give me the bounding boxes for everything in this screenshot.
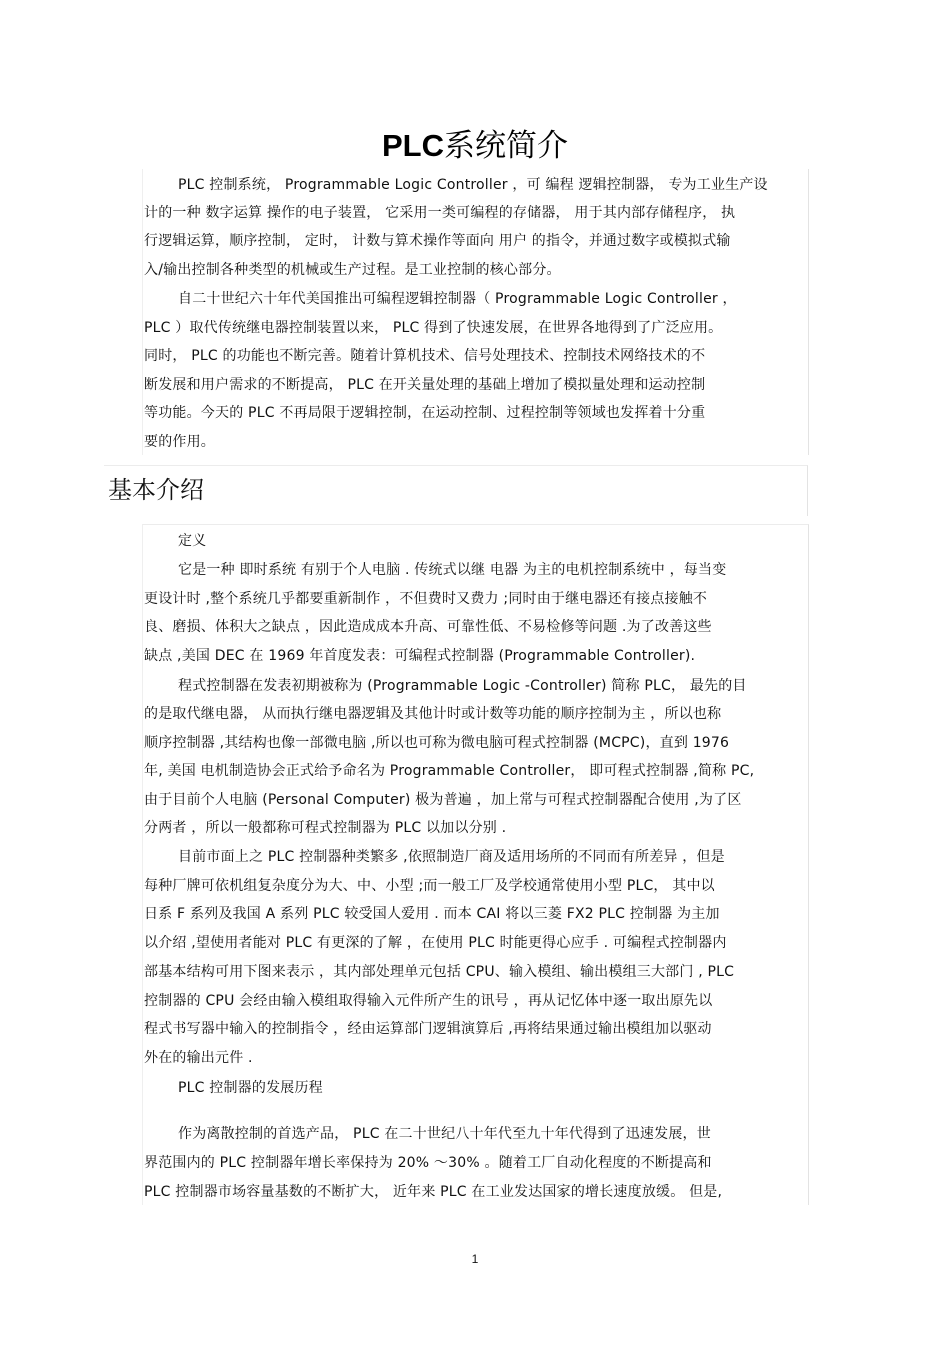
intro-line: 断发展和用户需求的不断提高， PLC 在开关量处理的基础上增加了模拟量处理和运动控制: [144, 377, 706, 393]
intro-line: 计的一种 数字运算 操作的电子装置， 它采用一类可编程的存储器， 用于其内部存储程序， 执: [144, 205, 736, 221]
body-line: 由于目前个人电脑 (Personal Computer) 极为普遍 ，加上常与可程式控制器配合使用 ,为了区: [144, 792, 742, 808]
body-line: 目前市面上之 PLC 控制器种类繁多 ,依照制造厂商及适用场所的不同而有所差异 ，但是: [178, 849, 725, 865]
body-line: 顺序控制器 ,其结构也像一部微电脑 ,所以也可称为微电脑可程式控制器 (MCPC)，直到 1976: [144, 735, 730, 751]
page-number: 1: [471, 1252, 479, 1266]
body-line: 缺点 ,美国 DEC 在 1969 年首度发表：可编程式控制器 (Programmable Controller).: [144, 648, 696, 664]
body-line: 日系 F 系列及我国 A 系列 PLC 较受国人爱用 . 而本 CAI 将以三菱 FX2 PLC 控制器 为主加: [144, 906, 720, 922]
body-line: 外在的输出元件 .: [144, 1050, 253, 1066]
body-line: 它是一种 即时系统 有别于个人电脑 . 传统式以继 电器 为主的电机控制系统中 ，每当变: [178, 562, 727, 578]
page-title: [0, 126, 950, 166]
intro-line: 行逻辑运算，顺序控制， 定时， 计数与算术操作等面向 用户 的指令，并通过数字或模拟式输: [144, 233, 731, 249]
body-line: 程式书写器中输入的控制指令 ，经由运算部门逻辑演算后 ,再将结果通过输出模组加以驱动: [144, 1021, 712, 1037]
body-line: 作为离散控制的首选产品， PLC 在二十世纪八十年代至九十年代得到了迅速发展，世: [178, 1126, 711, 1142]
body-line: 每种厂牌可依机组复杂度分为大、中、小型 ;而一般工厂及学校通常使用小型 PLC， 其中以: [144, 878, 715, 894]
body-line: 界范围内的 PLC 控制器年增长率保持为 20% ～30% 。随着工厂自动化程度的不断提高和: [144, 1155, 712, 1171]
body-line: 分两者 ，所以一般都称可程式控制器为 PLC 以加以分别 .: [144, 820, 507, 836]
body-line: 以介绍 ,望使用者能对 PLC 有更深的了解 ，在使用 PLC 时能更得心应手 . 可编程式控制器内: [144, 935, 727, 951]
body-line: 的是取代继电器， 从而执行继电器逻辑及其他计时或计数等功能的顺序控制为主 ，所以也称: [144, 706, 722, 722]
intro-line: 入/输出控制各种类型的机械或生产过程。是工业控制的核心部分。: [144, 262, 561, 278]
body-line: 部基本结构可用下图来表示 ，其内部处理单元包括 CPU、输入模组、输出模组三大部门 , PLC: [144, 964, 735, 980]
body-line: 定义: [178, 533, 207, 549]
intro-line: PLC ）取代传统继电器控制装置以来， PLC 得到了快速发展，在世界各地得到了广泛应用。: [144, 320, 723, 336]
body-line: PLC 控制器市场容量基数的不断扩大， 近年来 PLC 在工业发达国家的增长速度放缓。 但是,: [144, 1184, 723, 1200]
intro-line: 要的作用。: [144, 434, 215, 450]
intro-line: 自二十世纪六十年代美国推出可编程逻辑控制器（ Programmable Logic Controller ，: [178, 291, 737, 307]
section-heading-frame: [104, 465, 808, 516]
title-rest-part: 系统简介: [444, 128, 568, 164]
intro-line: 同时， PLC 的功能也不断完善。随着计算机技术、信号处理技术、控制技术网络技术的不: [144, 348, 706, 364]
body-line: 程式控制器在发表初期被称为 (Programmable Logic -Controller) 简称 PLC， 最先的目: [178, 678, 747, 694]
title-bold-part: PLC: [382, 128, 444, 163]
section-heading: 基本介绍: [108, 476, 204, 504]
intro-line: PLC 控制系统， Programmable Logic Controller ，可 编程 逻辑控制器， 专为工业生产设: [178, 177, 768, 193]
body-line: PLC 控制器的发展历程: [178, 1080, 323, 1096]
intro-line: 等功能。今天的 PLC 不再局限于逻辑控制，在运动控制、过程控制等领域也发挥着十分重: [144, 405, 706, 421]
body-line: 良、磨损、体积大之缺点 ，因此造成成本升高、可靠性低、不易检修等问题 .为了改善这些: [144, 619, 712, 635]
body-line: 年, 美国 电机制造协会正式给予命名为 Programmable Controller， 即可程式控制器 ,简称 PC,: [144, 763, 755, 779]
body-line: 更设计时 ,整个系统几乎都要重新制作 ，不但费时又费力 ;同时由于继电器还有接点接触不: [144, 591, 708, 607]
body-line: 控制器的 CPU 会经由输入模组取得输入元件所产生的讯号 ，再从记忆体中逐一取出原先以: [144, 993, 713, 1009]
